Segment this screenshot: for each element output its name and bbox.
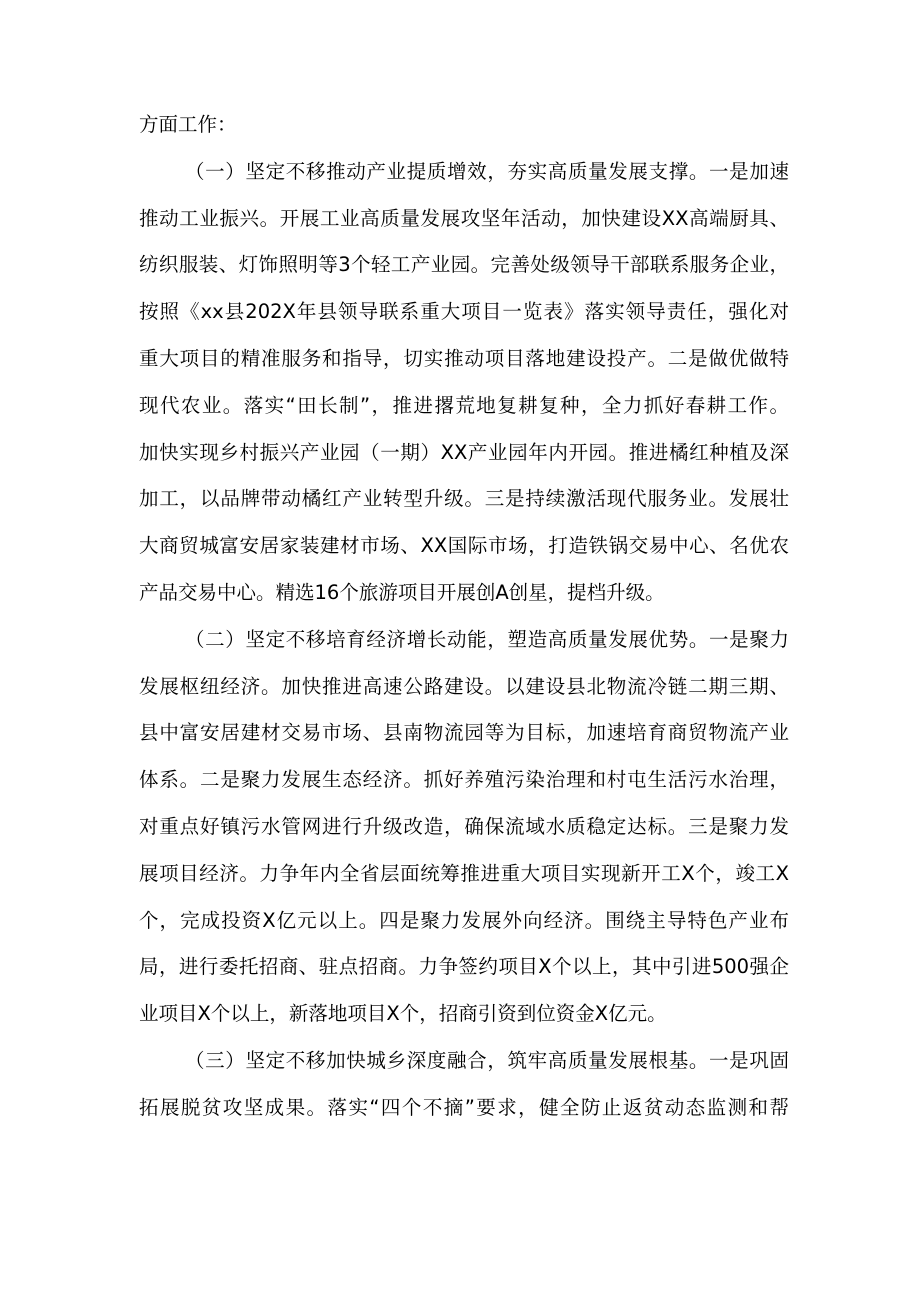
text-line: 重大项目的精准服务和指导，切实推动项目落地建设投产。二是做优做特 <box>139 346 789 370</box>
text-line: 现代农业。落实“田长制”，推进撂荒地复耕复种，全力抓好春耕工作。 <box>139 393 789 417</box>
text-line: 个，完成投资X亿元以上。四是聚力发展外向经济。围绕主导特色产业布 <box>139 908 789 932</box>
text-line: 推动工业振兴。开展工业高质量发展攻坚年活动，加快建设XX高端厨具、 <box>139 206 789 230</box>
text-line: 纺织服装、灯饰照明等3个轻工产业园。完善处级领导干部联系服务企业， <box>139 253 789 277</box>
text-line: 产品交易中心。精选16个旅游项目开展创A创星，提档升级。 <box>139 580 665 604</box>
body-text <box>139 105 789 1135</box>
text-line: 体系。二是聚力发展生态经济。抓好养殖污染治理和村屯生活污水治理， <box>139 768 789 792</box>
text-line: 大商贸城富安居家装建材市场、XX国际市场，打造铁锅交易中心、名优农 <box>139 534 789 558</box>
text-line: （一）坚定不移推动产业提质增效，夯实高质量发展支撑。一是加速 <box>185 159 789 183</box>
text-line: 发展枢纽经济。加快推进高速公路建设。以建设县北物流冷链二期三期、 <box>139 674 789 698</box>
text-line: （三）坚定不移加快城乡深度融合，筑牢高质量发展根基。一是巩固 <box>185 1048 789 1072</box>
text-line: 按照《xx县202X年县领导联系重大项目一览表》落实领导责任，强化对 <box>139 300 789 324</box>
text-line: 拓展脱贫攻坚成果。落实“四个不摘”要求，健全防止返贫动态监测和帮 <box>139 1095 789 1119</box>
text-line: 加快实现乡村振兴产业园（一期）XX产业园年内开园。推进橘红种植及深 <box>139 440 789 464</box>
text-line: （二）坚定不移培育经济增长动能，塑造高质量发展优势。一是聚力 <box>185 627 789 651</box>
text-line: 局，进行委托招商、驻点招商。力争签约项目X个以上，其中引进500强企 <box>139 955 789 979</box>
text-line: 县中富安居建材交易市场、县南物流园等为目标，加速培育商贸物流产业 <box>139 721 789 745</box>
text-line: 方面工作： <box>139 113 237 136</box>
text-line: 展项目经济。力争年内全省层面统筹推进重大项目实现新开工X个，竣工X <box>139 861 789 885</box>
text-line: 加工，以品牌带动橘红产业转型升级。三是持续激活现代服务业。发展壮 <box>139 487 789 511</box>
text-line: 对重点好镇污水管网进行升级改造，确保流域水质稳定达标。三是聚力发 <box>139 814 789 838</box>
text-line: 业项目X个以上，新落地项目X个，招商引资到位资金X亿元。 <box>139 1002 667 1026</box>
